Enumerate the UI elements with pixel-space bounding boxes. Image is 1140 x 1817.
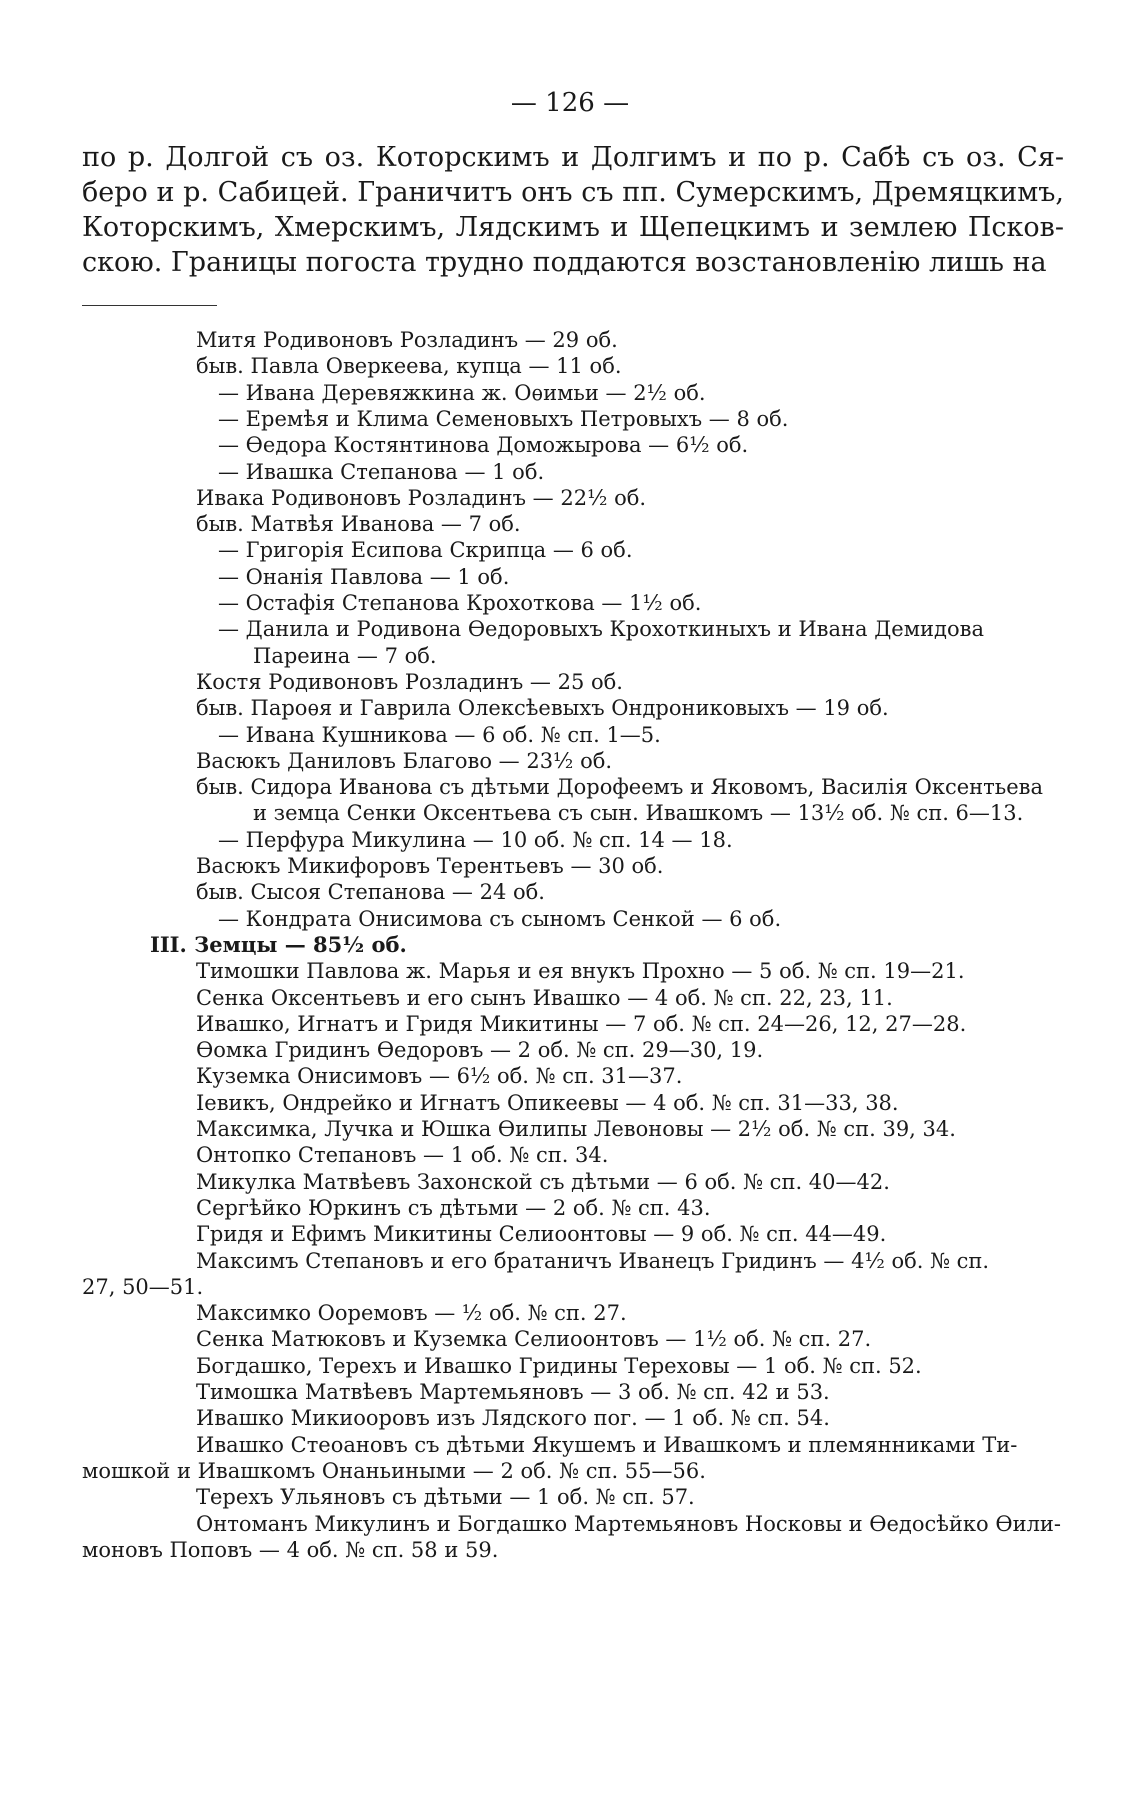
entry-text: быв. Сидора Иванова съ дѣтьми Дорофеемъ и Яковомъ, Василія Оксентьева (196, 775, 1043, 800)
entry-text: Гридя и Ефимъ Микитины Селиоонтовы — 9 об. № сп. 44—49. (196, 1222, 887, 1247)
entry-text: — Остафія Степанова Крохоткова — 1½ об. (218, 591, 702, 615)
entry-text: Максимка, Лучка и Юшка Ѳилипы Левоновы — 2½ об. № сп. 39, 34. (196, 1117, 956, 1141)
entry-text: Митя Родивоновъ Розладинъ — 29 об. (196, 328, 618, 352)
entry-text: и земца Сенки Оксентьева съ сын. Ивашкомъ — 13½ об. № сп. 6—13. (253, 801, 1024, 826)
entry-text: Ѳомка Гридинъ Ѳедоровъ — 2 об. № сп. 29—30, 19. (196, 1038, 764, 1063)
entry-text: — Онанія Павлова — 1 об. (218, 564, 510, 589)
entry-text: Костя Родивоновъ Розладинъ — 25 об. (196, 669, 623, 694)
intro-line: Которскимъ, Хмерскимъ, Лядскимъ и Щепецкимъ и землею Псков- (82, 212, 1064, 243)
entry-text: Васюкъ Даниловъ Благово — 23½ об. (196, 748, 613, 773)
intro-line: беро и р. Сабицей. Граничитъ онъ съ пп. Сумерскимъ, Дремяцкимъ, (82, 177, 1064, 208)
entry-text: — Еремѣя и Клима Семеновыхъ Петровыхъ — 8 об. (218, 406, 789, 431)
entry-text: — Кондрата Онисимова съ сыномъ Сенкой — 6 об. (218, 906, 782, 931)
entry-text: Максимко Ооремовъ — ½ об. № сп. 27. (196, 1301, 627, 1326)
entry-text: — Ивана Кушникова — 6 об. № сп. 1—5. (218, 722, 661, 747)
entry-text: — Ивана Деревяжкина ж. Оѳимьи — 2½ об. (218, 380, 706, 405)
entry-text: Сергѣйко Юркинъ съ дѣтьми — 2 об. № сп. 43. (196, 1195, 711, 1220)
entry-text: Микулка Матвѣевъ Захонской съ дѣтьми — 6 об. № сп. 40—42. (196, 1169, 890, 1194)
entry-text: — Ѳедора Костянтинова Доможырова — 6½ об. (218, 433, 749, 458)
entry-text: мошкой и Ивашкомъ Онаньиными — 2 об. № сп. 55—56. (82, 1458, 706, 1483)
entry-text: Ивашко Микиооровъ изъ Лядского пог. — 1 об. № сп. 54. (196, 1406, 830, 1431)
intro-line: скою. Границы погоста трудно поддаются возстановленію лишь на (82, 247, 1047, 278)
entry-text: Тимошка Матвѣевъ Мартемьяновъ — 3 об. № сп. 42 и 53. (196, 1380, 830, 1404)
entry-text: Тимошки Павлова ж. Марья и ея внукъ Прохно — 5 об. № сп. 19—21. (196, 959, 965, 984)
entry-text: Терехъ Ульяновъ съ дѣтьми — 1 об. № сп. 57. (196, 1485, 695, 1510)
entry-text: Куземка Онисимовъ — 6½ об. № сп. 31—37. (196, 1064, 683, 1089)
entry-text: Іевикъ, Ондрейко и Игнатъ Опикеевы — 4 об. № сп. 31—33, 38. (196, 1090, 899, 1115)
footnote-divider (82, 305, 217, 306)
entry-text: Сенка Оксентьевъ и его сынъ Ивашко — 4 об. № сп. 22, 23, 11. (196, 985, 893, 1010)
entry-text: Богдашко, Терехъ и Ивашко Гридины Тереховы — 1 об. № сп. 52. (196, 1353, 922, 1378)
intro-paragraph (82, 140, 1064, 280)
page-number: — 126 — (510, 88, 630, 118)
entry-text: Ивашко, Игнатъ и Гридя Микитины — 7 об. № сп. 24—26, 12, 27—28. (196, 1011, 967, 1036)
entry-text: Ивашко Стеоановъ съ дѣтьми Якушемъ и Ивашкомъ и племянниками Ти- (196, 1432, 1018, 1457)
entry-text: быв. Сысоя Степанова — 24 об. (196, 880, 545, 905)
entry-text: Онтоманъ Микулинъ и Богдашко Мартемьяновъ Носковы и Ѳедосѣйко Ѳили- (196, 1511, 1061, 1536)
entry-text: моновъ Поповъ — 4 об. № сп. 58 и 59. (82, 1537, 499, 1562)
entry-text: Онтопко Степановъ — 1 об. № сп. 34. (196, 1143, 609, 1168)
entry-text: Максимъ Степановъ и его братаничъ Иванецъ Гридинъ — 4½ об. № сп. (196, 1248, 990, 1273)
intro-line: по р. Долгой съ оз. Которскимъ и Долгимъ и по р. Сабѣ съ оз. Ся- (82, 142, 1064, 173)
entry-text: быв. Пароѳя и Гаврила Олексѣевыхъ Ондрониковыхъ — 19 об. (196, 696, 889, 721)
entry-text: 27, 50—51. (82, 1274, 204, 1299)
entry-text: — Григорія Есипова Скрипца — 6 об. (218, 538, 633, 563)
section-heading: III. Земцы — 85½ об. (150, 931, 407, 957)
entry-text: Ивака Родивоновъ Розладинъ — 22½ об. (196, 485, 647, 510)
entry-text: Пареина — 7 об. (253, 643, 437, 668)
entry-text: — Данила и Родивона Ѳедоровыхъ Крохоткиныхъ и Ивана Демидова (218, 617, 984, 642)
entry-text: быв. Павла Оверкеева, купца — 11 об. (196, 354, 622, 379)
entry-text: быв. Матвѣя Иванова — 7 об. (196, 512, 521, 537)
entry-text: — Ивашка Степанова — 1 об. (218, 459, 545, 484)
entry-text: Сенка Матюковъ и Куземка Селиоонтовъ — 1½ об. № сп. 27. (196, 1327, 872, 1352)
entry-text: Васюкъ Микифоровъ Терентьевъ — 30 об. (196, 854, 664, 878)
entry-text: — Перфура Микулина — 10 об. № сп. 14 — 18. (218, 827, 733, 852)
